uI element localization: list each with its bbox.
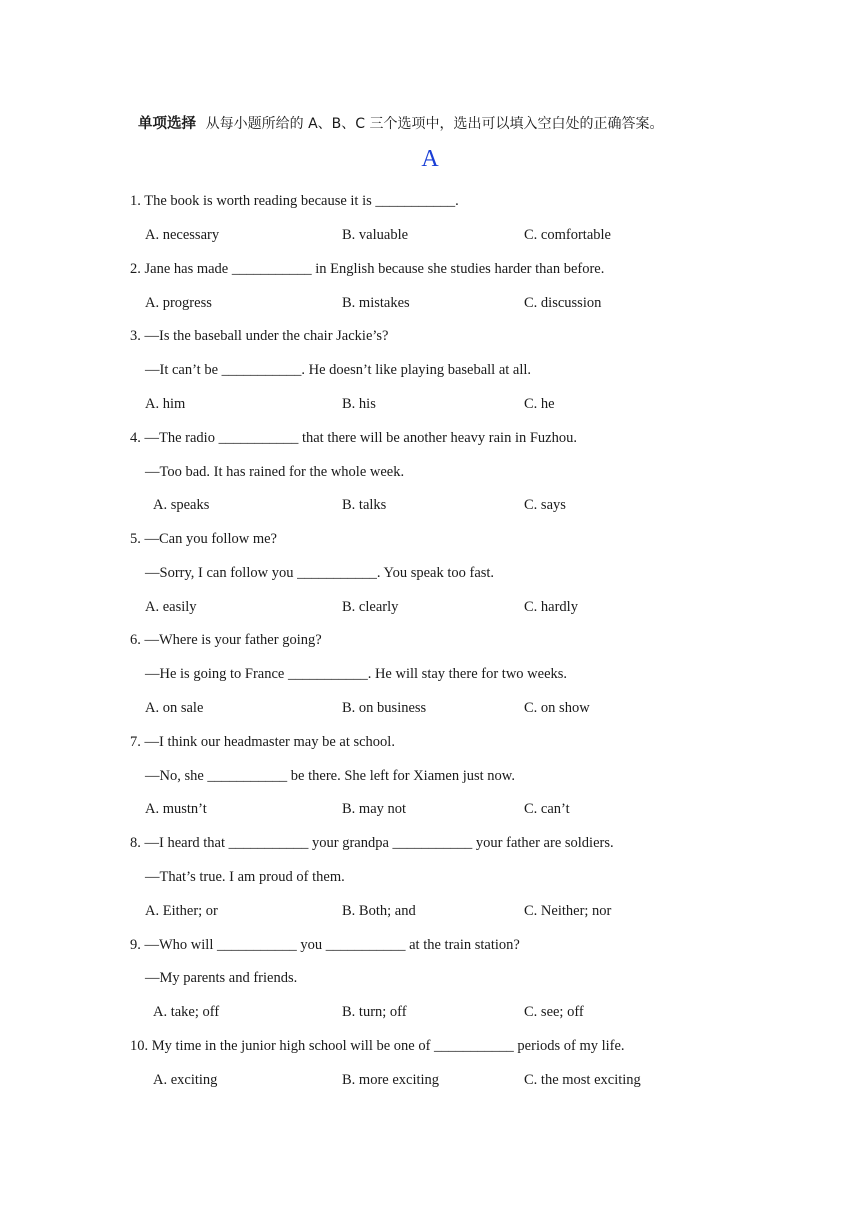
question-8-response: —That’s true. I am proud of them. xyxy=(145,869,345,885)
question-2-option-a: A. progress xyxy=(145,295,212,311)
question-1-option-c: C. comfortable xyxy=(524,227,611,243)
question-5-option-c: C. hardly xyxy=(524,599,578,615)
question-10-option-b: B. more exciting xyxy=(342,1072,440,1088)
question-9-response: —My parents and friends. xyxy=(145,970,298,986)
question-8-stem: 8. —I heard that ___________ your grandpa ___________ your father are soldiers. xyxy=(130,835,614,851)
question-2-option-b: B. mistakes xyxy=(342,295,410,311)
question-6-response: —He is going to France ___________. He will stay there for two weeks. xyxy=(145,666,568,682)
question-4-stem: 4. —The radio ___________ that there will be another heavy rain in Fuzhou. xyxy=(130,430,577,446)
question-1-stem: 1. The book is worth reading because it is ___________. xyxy=(130,193,459,209)
question-2-option-c: C. discussion xyxy=(524,295,602,311)
question-5-stem: 5. —Can you follow me? xyxy=(130,531,277,547)
question-6-stem: 6. —Where is your father going? xyxy=(130,632,322,648)
question-1-option-b: B. valuable xyxy=(342,227,409,243)
question-4-option-a: A. speaks xyxy=(153,497,210,513)
question-10-option-a: A. exciting xyxy=(153,1072,218,1088)
question-8-option-b: B. Both; and xyxy=(342,903,416,919)
question-10-option-c: C. the most exciting xyxy=(524,1072,641,1088)
question-6-option-a: A. on sale xyxy=(145,700,204,716)
question-4-option-b: B. talks xyxy=(342,497,387,513)
question-4-option-c: C. says xyxy=(524,497,566,513)
instruction-label: 单项选择 xyxy=(138,116,196,132)
question-5-option-a: A. easily xyxy=(145,599,197,615)
question-8-option-a: A. Either; or xyxy=(145,903,218,919)
question-5-response: —Sorry, I can follow you ___________. You speak too fast. xyxy=(145,565,495,581)
question-9-option-b: B. turn; off xyxy=(342,1004,407,1020)
question-4-response: —Too bad. It has rained for the whole week. xyxy=(145,464,405,480)
question-5-option-b: B. clearly xyxy=(342,599,399,615)
question-3-option-c: C. he xyxy=(524,396,555,412)
question-9-option-c: C. see; off xyxy=(524,1004,584,1020)
question-7-stem: 7. —I think our headmaster may be at school. xyxy=(130,734,395,750)
question-10-stem: 10. My time in the junior high school will be one of ___________ periods of my life. xyxy=(130,1038,625,1054)
question-2-stem: 2. Jane has made ___________ in English because she studies harder than before. xyxy=(130,261,605,277)
question-3-option-b: B. his xyxy=(342,396,376,412)
question-7-option-a: A. mustn’t xyxy=(145,801,207,817)
instruction xyxy=(138,112,663,133)
question-3-response: —It can’t be ___________. He doesn’t like playing baseball at all. xyxy=(145,362,532,378)
question-6-option-b: B. on business xyxy=(342,700,427,716)
question-3-stem: 3. —Is the baseball under the chair Jackie’s? xyxy=(130,328,389,344)
section-title: A xyxy=(421,146,439,172)
question-1-option-a: A. necessary xyxy=(145,227,220,243)
question-7-option-c: C. can’t xyxy=(524,801,570,817)
question-7-option-b: B. may not xyxy=(342,801,407,817)
question-7-response: —No, she ___________ be there. She left for Xiamen just now. xyxy=(145,768,515,784)
question-6-option-c: C. on show xyxy=(524,700,590,716)
question-9-option-a: A. take; off xyxy=(153,1004,220,1020)
question-3-option-a: A. him xyxy=(145,396,186,412)
instruction-text: 从每小题所给的 A、B、C 三个选项中，选出可以填入空白处的正确答案。 xyxy=(205,116,664,132)
question-8-option-c: C. Neither; nor xyxy=(524,903,612,919)
question-9-stem: 9. —Who will ___________ you ___________ at the train station? xyxy=(130,937,520,953)
